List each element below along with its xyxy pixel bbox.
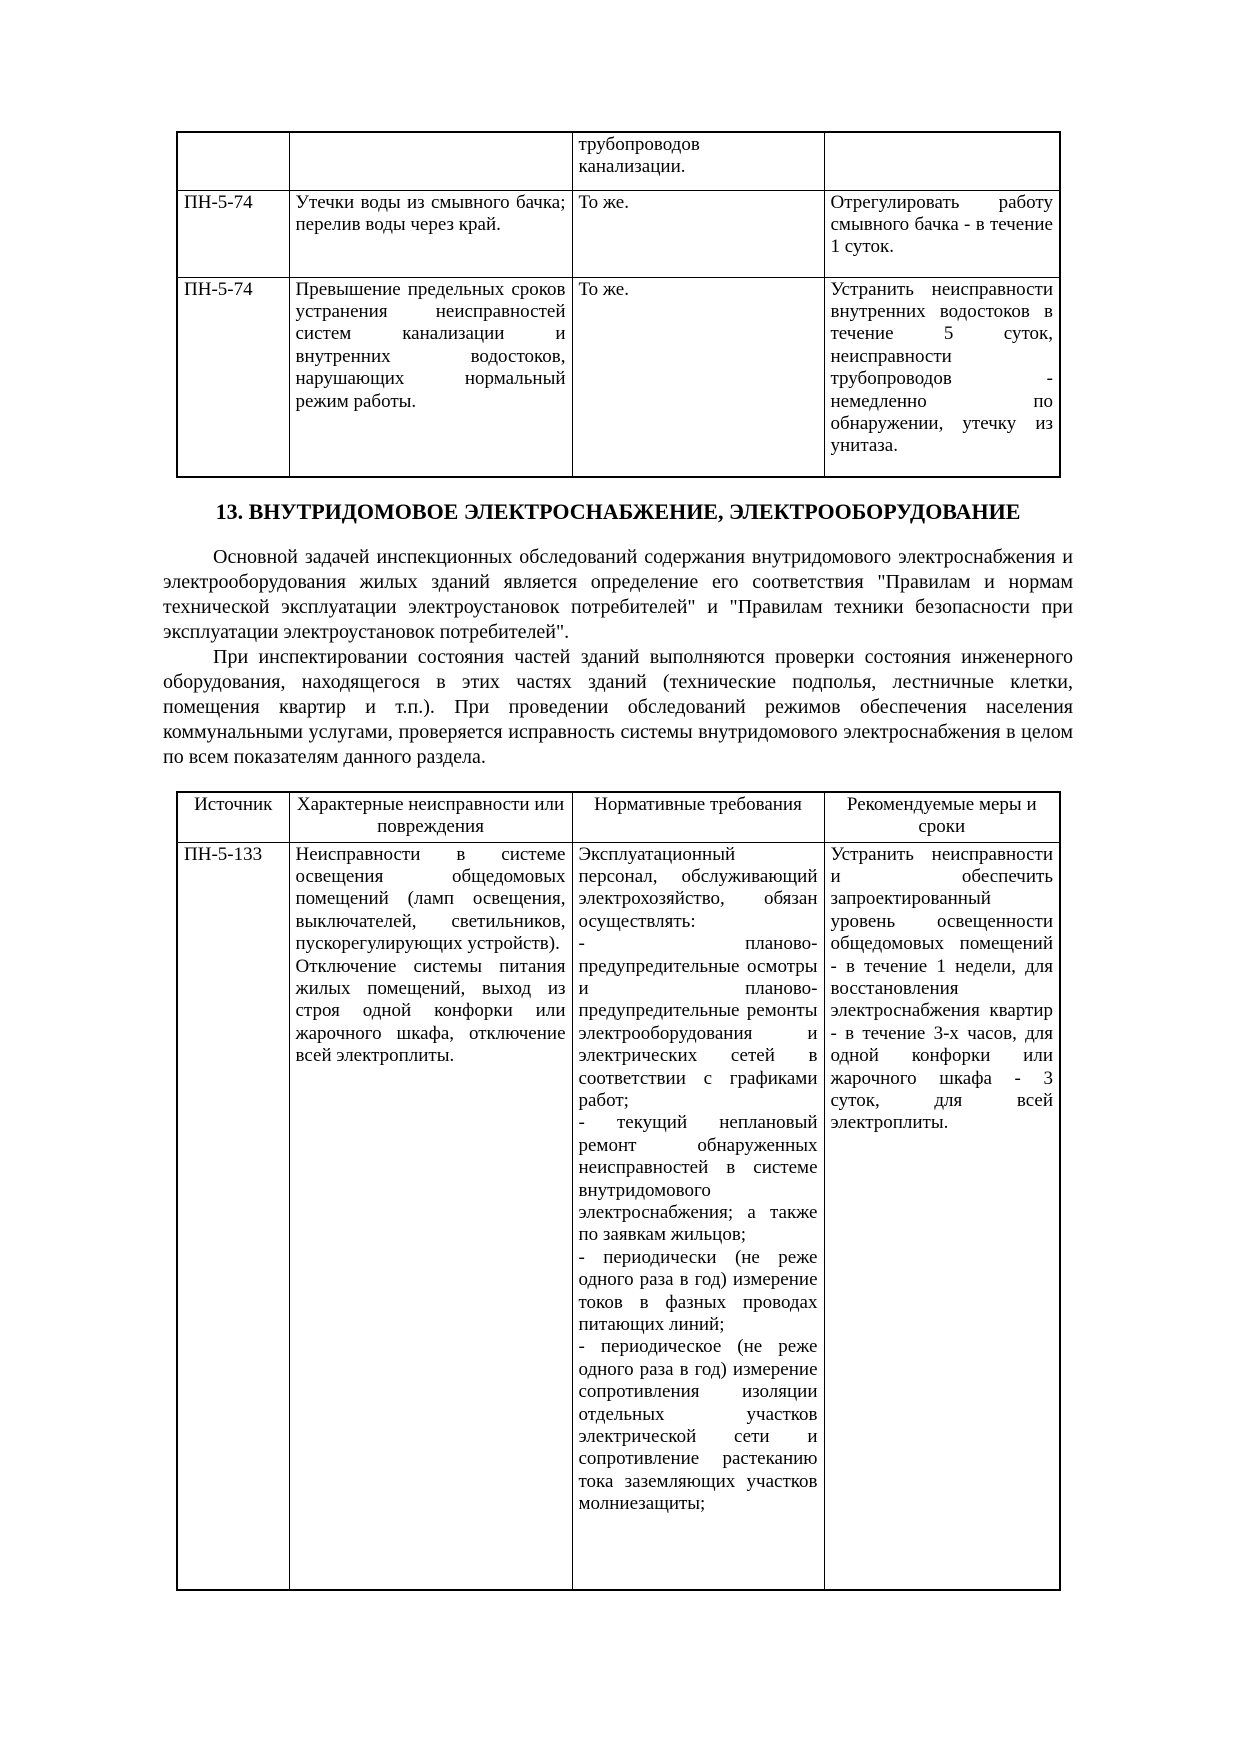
norm-cell: То же. <box>572 190 824 277</box>
electrical-table <box>176 791 1061 1591</box>
measures-cell: Устранить неисправности и обеспечить запроектированный уровень освещенности общедомовых помещений - в течение 1 недели, для восстановления электроснабжения квартир - в течение 3-х часов, для одной конфорки или жарочного шкафа - 3 суток, для всей электроплиты. <box>824 842 1060 1590</box>
table-row <box>177 132 1060 190</box>
fault-cell <box>289 132 572 190</box>
header-fault: Характерные неисправности или повреждения <box>289 792 572 842</box>
measures-cell: Устранить неисправности внутренних водостоков в течение 5 суток, неисправности трубопроводов - немедленно по обнаружении, утечку из унитаза. <box>824 277 1060 477</box>
norm-cell: трубопроводов канализации. <box>572 132 824 190</box>
source-cell <box>177 132 289 190</box>
continuation-table <box>176 131 1061 478</box>
header-source: Источник <box>177 792 289 842</box>
fault-cell: Неисправности в системе освещения общедомовых помещений (ламп освещения, выключателей, светильников, пускорегулирующих устройств). Отключение системы питания жилых помещений, выход из строя одной конфорки или жарочного шкафа, отключение всей электроплиты. <box>289 842 572 1590</box>
measures-cell: Отрегулировать работу смывного бачка - в течение 1 суток. <box>824 190 1060 277</box>
intro-paragraph-1: Основной задачей инспекционных обследований содержания внутридомового электроснабжения и электрооборудования жилых зданий является определение его соответствия "Правилам и нормам технической эксплуатации электроустановок потребителей" и "Правилам техники безопасности при эксплуатации электроустановок потребителей". <box>163 546 1073 643</box>
intro-paragraph-2: При инспектировании состояния частей зданий выполняются проверки состояния инженерного оборудования, находящегося в этих частях зданий (технические подполья, лестничные клетки, помещения квартир и т.п.). При проведении обследований режимов обеспечения населения коммунальными услугами, проверяется исправность системы внутридомового электроснабжения в целом по всем показателям данного раздела. <box>163 646 1073 768</box>
source-cell: ПН-5-133 <box>177 842 289 1590</box>
source-cell: ПН-5-74 <box>177 277 289 477</box>
table-row <box>177 842 1060 1590</box>
header-norm: Нормативные требования <box>572 792 824 842</box>
table-row <box>177 277 1060 477</box>
norm-cell: Эксплуатационный персонал, обслуживающий электрохозяйство, обязан осуществлять: - планово-предупредительные осмотры и планово-предупредительные ремонты электрооборудования и электрических сетей в соответствии с графиками работ; - текущий неплановый ремонт обнаруженных неисправностей в системе внутридомового электроснабжения; а также по заявкам жильцов; - периодически (не реже одного раза в год) измерение токов в фазных проводах питающих линий; - периодическое (не реже одного раза в год) измерение сопротивления изоляции отдельных участков электрической сети и сопротивление растеканию тока заземляющих участков молниезащиты; <box>572 842 824 1590</box>
section-heading: 13. ВНУТРИДОМОВОЕ ЭЛЕКТРОСНАБЖЕНИЕ, ЭЛЕКТРООБОРУДОВАНИЕ <box>215 499 1021 524</box>
fault-cell: Превышение предельных сроков устранения неисправностей систем канализации и внутренних водостоков, нарушающих нормальный режим работы. <box>289 277 572 477</box>
fault-cell: Утечки воды из смывного бачка; перелив воды через край. <box>289 190 572 277</box>
source-cell: ПН-5-74 <box>177 190 289 277</box>
norm-cell: То же. <box>572 277 824 477</box>
measures-cell <box>824 132 1060 190</box>
table-row <box>177 190 1060 277</box>
table-header-row <box>177 792 1060 842</box>
header-measures: Рекомендуемые меры и сроки <box>824 792 1060 842</box>
